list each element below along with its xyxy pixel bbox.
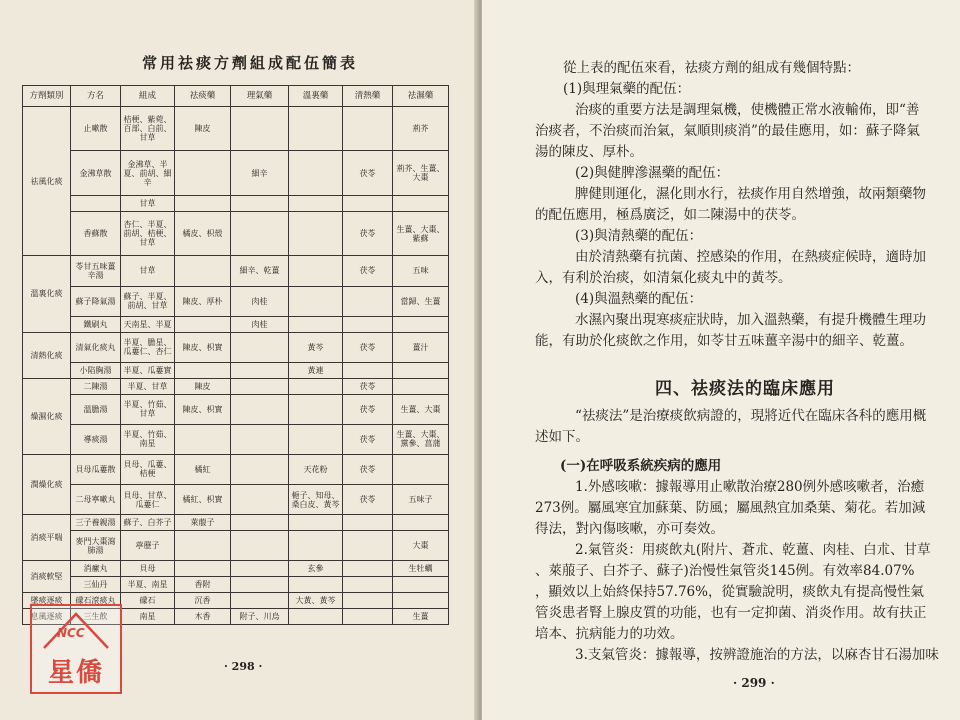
items-block [535, 477, 939, 666]
formula-name-cell: 苓甘五味薑辛湯 [71, 256, 121, 286]
item-line: 273例。屬風寒宜加蘇葉、防風；屬風熱宜加桑葉、菊花。若加減 [535, 500, 926, 516]
item-line: 2.氣管炎：用痰飲丸(附片、蒼朮、乾薑、肉桂、白朮、甘草 [575, 542, 931, 558]
formula-name-cell: 香蘇散 [71, 211, 121, 255]
ingredient-cell [231, 362, 289, 378]
ingredient-cell: 肉桂 [231, 286, 289, 316]
table-row [23, 394, 449, 424]
header-cell: 溫裏藥 [289, 86, 343, 107]
item-line: 1.外感咳嗽：據報導用止嗽散治療280例外感咳嗽者，治癒 [575, 479, 925, 495]
point-line: 的配伍應用，極爲廣泛，如二陳湯中的茯苓。 [535, 207, 805, 223]
point-line: 水濕內聚出現寒痰症狀時，加入溫熱藥，有提升機體生理功 [575, 312, 926, 328]
table-row [23, 515, 449, 531]
item-line: ，顯效以上始終保持57.76%，從實驗說明，痰飲丸有提高慢性氣 [535, 584, 924, 600]
ingredient-cell: 貝母、瓜蔞、桔梗 [121, 454, 175, 484]
table-row [23, 211, 449, 255]
point-line: 湯的陳皮、厚朴。 [535, 144, 643, 160]
ingredient-cell: 茯苓 [343, 485, 393, 515]
ingredient-cell [175, 561, 231, 577]
ingredient-cell [231, 195, 289, 211]
formula-name-cell: 蘇子降氣湯 [71, 286, 121, 316]
table-row [23, 286, 449, 316]
formula-name-cell: 小陷胸湯 [71, 362, 121, 378]
ingredient-cell: 大棗 [393, 531, 449, 561]
ingredient-cell: 天花粉 [289, 454, 343, 484]
point-line: 入，有利於治痰，如清氣化痰丸中的黃芩。 [535, 270, 792, 286]
ingredient-cell [393, 515, 449, 531]
ingredient-cell [289, 515, 343, 531]
table-header-row [23, 86, 449, 107]
ingredient-cell: 半夏、竹茹、南星 [121, 424, 175, 454]
ingredient-cell [289, 195, 343, 211]
header-cell: 方名 [71, 86, 121, 107]
formula-name-cell: 二母寧嗽丸 [71, 485, 121, 515]
point-line: 脾健則運化，濕化則水行，祛痰作用自然增強，故兩類藥物 [575, 186, 926, 202]
ingredient-cell [175, 531, 231, 561]
ingredient-cell [175, 256, 231, 286]
ingredient-cell [343, 608, 393, 624]
category-cell: 溫裏化痰 [23, 256, 71, 332]
item-line: 、萊菔子、白芥子、蘇子)治慢性氣管炎145例。有效率84.07% [535, 563, 915, 579]
table-row [23, 454, 449, 484]
ingredient-cell: 陳皮 [175, 378, 231, 394]
point-title: (4)與溫熱藥的配伍： [575, 291, 703, 307]
ingredient-cell: 礞石 [121, 593, 175, 609]
ingredient-cell: 五味子 [393, 485, 449, 515]
point-line: 治痰者，不治痰而治氣，氣順則痰消”的最佳應用，如：蘇子降氣 [535, 123, 920, 139]
point-line: 能，有助於化痰飲之作用，如苓甘五味薑辛湯中的細辛、乾薑。 [535, 333, 913, 349]
ingredient-cell [231, 378, 289, 394]
ingredient-cell [343, 195, 393, 211]
ingredient-cell [289, 378, 343, 394]
ingredient-cell: 橘紅、枳實 [175, 485, 231, 515]
table-title: 常用祛痰方劑組成配伍簡表 [141, 54, 358, 72]
ingredient-cell: 生薑、大棗 [393, 394, 449, 424]
ingredient-cell [393, 195, 449, 211]
table-row [23, 362, 449, 378]
table-row [23, 107, 449, 151]
ingredient-cell: 萊菔子 [175, 515, 231, 531]
formula-name-cell: 金沸草散 [71, 151, 121, 195]
ingredient-cell [393, 593, 449, 609]
ingredient-cell [289, 107, 343, 151]
stamp-brand: NCC [57, 626, 85, 640]
ingredient-cell: 茯苓 [343, 424, 393, 454]
ingredient-cell [231, 394, 289, 424]
intro-paragraph [535, 58, 935, 79]
ingredient-cell: 半夏、南星 [121, 577, 175, 593]
category-cell: 潤燥化痰 [23, 454, 71, 514]
ingredient-cell: 玄參 [289, 561, 343, 577]
ingredient-cell [343, 362, 393, 378]
ingredient-cell: 荊芥、生薑、大棗 [393, 151, 449, 195]
point-title: (2)與健脾滲濕藥的配伍： [575, 165, 730, 181]
watermark-stamp [30, 604, 122, 694]
ingredient-cell: 黃芩 [289, 332, 343, 362]
ingredient-cell [289, 151, 343, 195]
stamp-name: 星僑 [47, 658, 104, 688]
ingredient-cell [289, 286, 343, 316]
ingredient-cell [289, 608, 343, 624]
header-cell: 理氣藥 [231, 86, 289, 107]
points-block [535, 79, 935, 352]
ingredient-cell [393, 316, 449, 332]
formula-name-cell: 貝母瓜蔞散 [71, 454, 121, 484]
formula-name-cell: 三仙丹 [71, 577, 121, 593]
ingredient-cell: 黃連 [289, 362, 343, 378]
ingredient-cell: 橘皮、枳殼 [175, 211, 231, 255]
ingredient-cell: 貝母 [121, 561, 175, 577]
formula-name-cell: 止嗽散 [71, 107, 121, 151]
table-row [23, 485, 449, 515]
point-title: (1)與理氣藥的配伍： [563, 81, 691, 97]
formula-name-cell [71, 195, 121, 211]
header-cell: 方劑類別 [23, 86, 71, 107]
formula-name-cell: 鐵刷丸 [71, 316, 121, 332]
ingredient-cell: 茯苓 [343, 394, 393, 424]
ingredient-cell: 蘇子、半夏、前胡、甘草 [121, 286, 175, 316]
ingredient-cell: 茯苓 [343, 454, 393, 484]
header-cell: 組成 [121, 86, 175, 107]
ingredient-cell [231, 515, 289, 531]
ingredient-cell [175, 362, 231, 378]
ingredient-cell [343, 531, 393, 561]
ingredient-cell: 沉香 [175, 593, 231, 609]
ingredient-cell: 半夏、瓜蔞實 [121, 362, 175, 378]
item-line: 3.支氣管炎：據報導，按辨證施治的方法，以麻杏甘石湯加味 [575, 647, 939, 663]
ingredient-cell [289, 256, 343, 286]
ingredient-cell: 南星 [121, 608, 175, 624]
ingredient-cell [289, 316, 343, 332]
ingredient-cell: 附子、川烏 [231, 608, 289, 624]
ingredient-cell: 薑汁 [393, 332, 449, 362]
section-intro-line: “祛痰法”是治療痰飲病證的，現將近代在臨床各科的應用概 [575, 408, 927, 424]
item-line: 培本、抗病能力的功效。 [535, 626, 684, 642]
ingredient-cell: 半夏、甘草 [121, 378, 175, 394]
ingredient-cell [175, 195, 231, 211]
formula-name-cell: 導痰湯 [71, 424, 121, 454]
ingredient-cell: 茯苓 [343, 256, 393, 286]
ingredient-cell: 陳皮、枳實 [175, 394, 231, 424]
table-row [23, 256, 449, 286]
table-row [23, 577, 449, 593]
ingredient-cell [343, 316, 393, 332]
ingredient-cell: 細辛、乾薑 [231, 256, 289, 286]
ingredient-cell: 甘草 [121, 256, 175, 286]
ingredient-cell: 香附 [175, 577, 231, 593]
formula-name-cell: 溫膽湯 [71, 394, 121, 424]
formula-name-cell: 二陳湯 [71, 378, 121, 394]
ingredient-cell [231, 454, 289, 484]
ingredient-cell [231, 561, 289, 577]
header-cell: 祛痰藥 [175, 86, 231, 107]
category-cell: 消痰平喘 [23, 515, 71, 561]
ingredient-cell [343, 577, 393, 593]
category-cell: 息風逐痰 [23, 608, 71, 624]
ingredient-cell: 木香 [175, 608, 231, 624]
formula-name-cell: 清氣化痰丸 [71, 332, 121, 362]
ingredient-cell: 生牡蠣 [393, 561, 449, 577]
ingredient-cell [231, 107, 289, 151]
table-row [23, 195, 449, 211]
ingredient-cell: 生薑、大棗、黨參、菖蒲 [393, 424, 449, 454]
category-cell: 墜痰逐痰 [23, 593, 71, 609]
ingredient-cell: 生薑 [393, 608, 449, 624]
ingredient-cell: 杏仁、半夏、前胡、桔梗、甘草 [121, 211, 175, 255]
ingredient-cell [393, 454, 449, 484]
ingredient-cell [289, 394, 343, 424]
ingredient-cell [289, 577, 343, 593]
ingredient-cell: 橘紅 [175, 454, 231, 484]
ingredient-cell: 肉桂 [231, 316, 289, 332]
intro-line: 從上表的配伍來看，祛痰方劑的組成有幾個特點： [563, 60, 860, 76]
ingredient-cell [231, 593, 289, 609]
ingredient-cell [231, 577, 289, 593]
ingredient-cell: 當歸、生薑 [393, 286, 449, 316]
ingredient-cell: 蘇子、白芥子 [121, 515, 175, 531]
header-cell: 清熱藥 [343, 86, 393, 107]
ingredient-cell [343, 593, 393, 609]
ingredient-cell [393, 378, 449, 394]
ingredient-cell: 半夏、竹茹、甘草 [121, 394, 175, 424]
formula-name-cell: 三子養親湯 [71, 515, 121, 531]
category-cell: 燥濕化痰 [23, 378, 71, 454]
ingredient-cell: 半夏、膽星、瓜蔞仁、杏仁 [121, 332, 175, 362]
ingredient-cell [289, 424, 343, 454]
ingredient-cell: 荊芥 [393, 107, 449, 151]
section-heading: 四、祛痰法的臨床應用 [655, 379, 835, 399]
ingredient-cell: 金沸草、半夏、前胡、細辛 [121, 151, 175, 195]
ingredient-cell [175, 151, 231, 195]
table-row [23, 151, 449, 195]
ingredient-cell [343, 515, 393, 531]
item-line: 得法，對內傷咳嗽，亦可奏效。 [535, 521, 724, 537]
formula-name-cell: 消瘰丸 [71, 561, 121, 577]
ingredient-cell [231, 424, 289, 454]
ingredient-cell [343, 561, 393, 577]
ingredient-cell: 葶藶子 [121, 531, 175, 561]
formula-name-cell: 麥門大棗瀉肺湯 [71, 531, 121, 561]
table-row [23, 561, 449, 577]
ingredient-cell: 茯苓 [343, 151, 393, 195]
ingredient-cell: 五味 [393, 256, 449, 286]
formula-name-cell: 礞石滾痰丸 [71, 593, 121, 609]
left-page [0, 0, 478, 720]
section-intro [535, 406, 935, 448]
ingredient-cell [289, 211, 343, 255]
table-row [23, 424, 449, 454]
table-row [23, 332, 449, 362]
item-line: 管炎患者腎上腺皮質的功能，也有一定抑菌、消炎作用。故有扶正 [535, 605, 927, 621]
ingredient-cell: 大黃、黃芩 [289, 593, 343, 609]
table-row [23, 531, 449, 561]
ingredient-cell [343, 286, 393, 316]
section-intro-line: 述如下。 [535, 429, 589, 445]
ingredient-cell [393, 362, 449, 378]
ingredient-cell: 貝母、甘草、瓜蔞仁 [121, 485, 175, 515]
category-cell: 祛風化痰 [23, 107, 71, 256]
header-cell: 祛濕藥 [393, 86, 449, 107]
table-row [23, 378, 449, 394]
ingredient-cell [231, 485, 289, 515]
ingredient-cell: 梔子、知母、桑白皮、黃芩 [289, 485, 343, 515]
ingredient-cell [231, 332, 289, 362]
page-number-right: · 299 · [733, 676, 775, 690]
category-cell: 清熱化痰 [23, 332, 71, 378]
ingredient-cell: 陳皮、枳實 [175, 332, 231, 362]
ingredient-cell: 陳皮 [175, 107, 231, 151]
page-number-left: · 298 · [224, 660, 263, 673]
category-cell: 消痰軟堅 [23, 561, 71, 593]
ingredient-cell [231, 531, 289, 561]
point-line: 治痰的重要方法是調理氣機，使機體正常水液輸佈，即“善 [575, 102, 920, 118]
formula-table [22, 85, 449, 625]
ingredient-cell: 陳皮、厚朴 [175, 286, 231, 316]
ingredient-cell [231, 211, 289, 255]
ingredient-cell [343, 107, 393, 151]
ingredient-cell: 細辛 [231, 151, 289, 195]
subsection-heading: (一)在呼吸系統疾病的應用 [560, 458, 722, 474]
ingredient-cell [289, 531, 343, 561]
ingredient-cell: 桔梗、紫菀、百部、白前、甘草 [121, 107, 175, 151]
ingredient-cell [393, 577, 449, 593]
point-title: (3)與清熱藥的配伍： [575, 228, 703, 244]
ingredient-cell: 茯苓 [343, 378, 393, 394]
ingredient-cell: 天南星、半夏 [121, 316, 175, 332]
ingredient-cell [175, 424, 231, 454]
ingredient-cell: 甘草 [121, 195, 175, 211]
ingredient-cell: 生薑、大棗、紫蘇 [393, 211, 449, 255]
point-line: 由於清熱藥有抗菌、控感染的作用，在熱痰症候時，適時加 [575, 249, 926, 265]
formula-name-cell: 三生飲 [71, 608, 121, 624]
ingredient-cell: 茯苓 [343, 332, 393, 362]
table-row [23, 316, 449, 332]
ingredient-cell: 茯苓 [343, 211, 393, 255]
ingredient-cell [175, 316, 231, 332]
